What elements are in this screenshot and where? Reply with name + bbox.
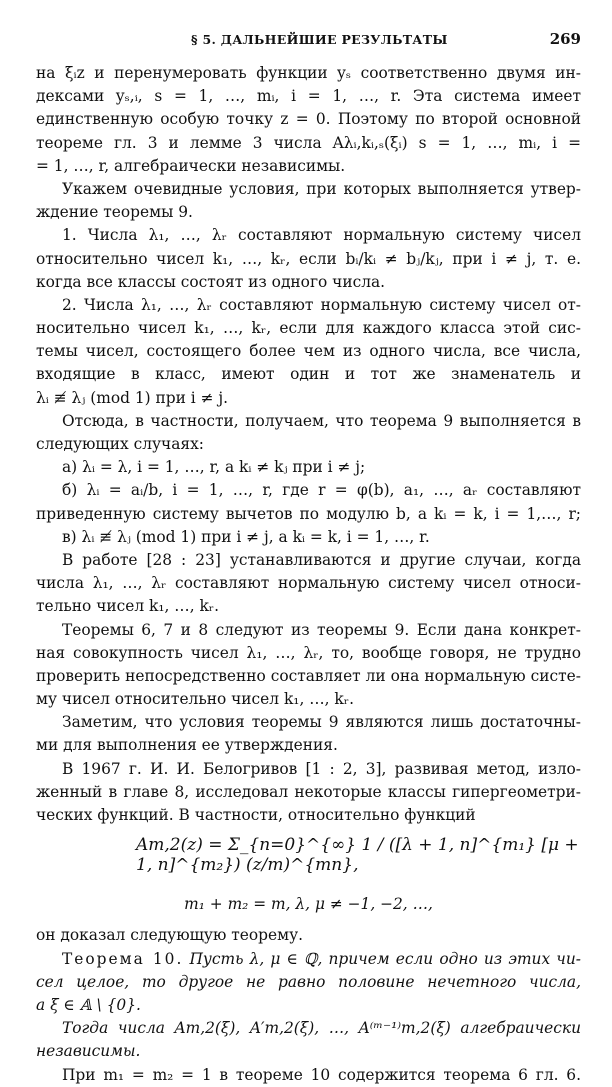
theorem-label: Теорема 10.: [62, 949, 184, 968]
text-line: ждение теоремы 9.: [36, 203, 193, 222]
text-line: в) λᵢ ≢ λⱼ (mod 1) при i ≠ j, а kᵢ = k, i = 1, …, r.: [62, 527, 430, 546]
text-line: ми для выполнения ее утверждения.: [36, 736, 338, 755]
text-line: дексами yₛ,ᵢ, s = 1, …, mᵢ, i = 1, …, r. Эта система имеет: [36, 87, 581, 106]
text-line: когда все классы состоят из одного числа.: [36, 272, 386, 291]
display-formula: [36, 827, 581, 893]
text-line: ческих функций. В частности, относительно функций: [36, 806, 476, 824]
theorem-line: независимы.: [36, 1042, 141, 1061]
formula-main: Am,2(z) = Σ_{n=0}^{∞} 1 / ([λ + 1, n]^{m₁} [μ + 1, n]^{m₂}) (z/m)^{mn},: [136, 835, 579, 876]
text-line: В 1967 г. И. И. Белогривов [1 : 2, 3], развивая метод, изло-: [62, 759, 581, 778]
text-line: числа λ₁, …, λᵣ составляют нормальную систему чисел относи-: [36, 574, 581, 593]
theorem-text: Пусть λ, μ ∈ ℚ, причем если одно из этих чи-: [189, 949, 581, 968]
text-line: 1. Числа λ₁, …, λᵣ составляют нормальную систему чисел: [62, 226, 581, 245]
theorem-line: [36, 948, 581, 971]
text-line: При m₁ = m₂ = 1 в теореме 10 содержится теорема 6 гл. 6.: [62, 1065, 581, 1084]
text-line: единственную особую точку z = 0. Поэтому по второй основной: [36, 110, 581, 129]
text-line: проверить непосредственно составляет ли она нормальную систе-: [36, 666, 581, 685]
theorem-line: сел целое, то другое не равно половине нечетного числа,: [36, 972, 581, 991]
formula-conditions: m₁ + m₂ = m, λ, μ ≠ −1, −2, …,: [184, 895, 433, 914]
text-line: Укажем очевидные условия, при которых выполняется утвер-: [62, 179, 581, 198]
text-line: В работе [28 : 23] устанавливаются и другие случаи, когда: [62, 550, 581, 569]
text-line: Отсюда, в частности, получаем, что теорема 9 выполняется в: [62, 411, 581, 430]
text-line: приведенную систему вычетов по модулю b, а kᵢ = k, i = 1,…, r;: [36, 504, 581, 523]
page-number: 269: [549, 30, 581, 48]
theorem-line: a ξ ∈ 𝔸 \ {0}.: [36, 995, 141, 1014]
text-line: тельно чисел k₁, …, kᵣ.: [36, 597, 220, 616]
text-line: темы чисел, состоящего более чем из одного числа, все числа,: [36, 342, 581, 361]
text-line: теореме гл. 3 и лемме 3 числа Aλᵢ,kᵢ,ₛ(ξᵢ) s = 1, …, mᵢ, i =: [36, 133, 581, 152]
page-header: [36, 30, 581, 52]
page-body: [36, 62, 581, 1087]
text-line: носительно чисел k₁, …, kᵣ, если для каждого класса этой сис-: [36, 319, 581, 338]
text-line: б) λᵢ = aᵢ/b, i = 1, …, r, где r = φ(b), a₁, …, aᵣ составляют: [62, 481, 581, 500]
text-line: 2. Числа λ₁, …, λᵣ составляют нормальную систему чисел от-: [62, 295, 581, 314]
text-line: = 1, …, r, алгебраически независимы.: [36, 156, 346, 175]
text-line: му чисел относительно чисел k₁, …, kᵣ.: [36, 690, 354, 709]
text-line: входящие в класс, имеют один и тот же знаменатель и: [36, 365, 581, 384]
text-line: λᵢ ≢ λⱼ (mod 1) при i ≠ j.: [36, 388, 229, 407]
text-line: Теоремы 6, 7 и 8 следуют из теоремы 9. Если дана конкрет-: [62, 620, 581, 639]
text-line: Заметим, что условия теоремы 9 являются лишь достаточны-: [62, 713, 581, 732]
text-line: следующих случаях:: [36, 435, 204, 453]
text-line: ная совокупность чисел λ₁, …, λᵣ, то, вообще говоря, не трудно: [36, 643, 581, 662]
running-head: § 5. ДАЛЬНЕЙШИЕ РЕЗУЛЬТАТЫ: [191, 32, 448, 47]
text-line: а) λᵢ = λ, i = 1, …, r, а kᵢ ≠ kⱼ при i ≠ j;: [62, 458, 366, 477]
text-line: относительно чисел k₁, …, kᵣ, если bᵢ/kᵢ ≠ bⱼ/kⱼ, при i ≠ j, т. е.: [36, 249, 581, 268]
theorem-line: Тогда числа Am,2(ξ), A′m,2(ξ), …, A⁽ᵐ⁻¹⁾m,2(ξ) алгебраически: [62, 1019, 581, 1038]
text-line: женный в главе 8, исследовал некоторые классы гипергеометри-: [36, 782, 581, 801]
text-line: он доказал следующую теорему.: [36, 926, 304, 945]
text-line: на ξᵢz и перенумеровать функции yₛ соответственно двумя ин-: [36, 64, 581, 82]
